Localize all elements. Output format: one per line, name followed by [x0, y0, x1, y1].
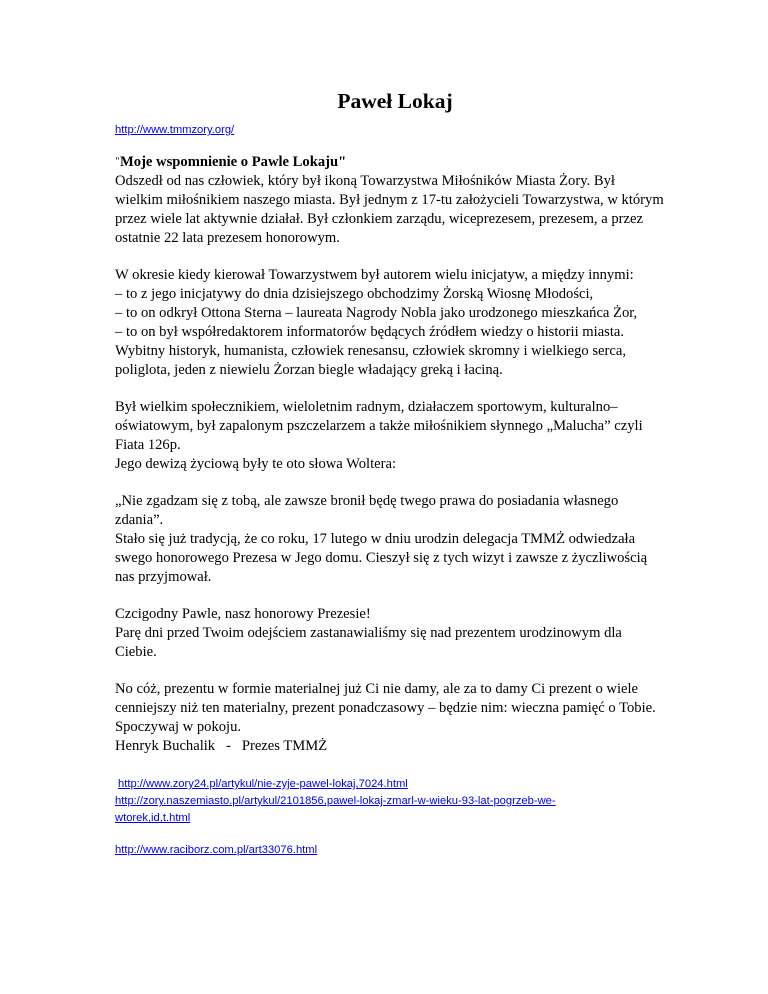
raciborz-link[interactable]: http://www.raciborz.com.pl/art33076.html: [115, 844, 318, 856]
text-line: – to on odkrył Ottona Sterna – laureata Nagrody Nobla jako urodzonego mieszkańca Żor,: [115, 305, 638, 321]
text-line: nas przyjmował.: [115, 569, 212, 585]
text-line: ostatnie 22 lata prezesem honorowym.: [115, 230, 340, 246]
paragraph-voltaire: [115, 492, 675, 587]
paragraph-intro: [115, 172, 675, 248]
source-links: [115, 776, 675, 859]
signature-line: Henryk Buchalik - Prezes TMMŻ: [115, 738, 328, 754]
opening-quote-mark: ": [115, 156, 120, 166]
text-line: Stało się już tradycją, że co roku, 17 lutego w dniu urodzin delegacja TMMŻ odwiedzała: [115, 531, 636, 547]
zory24-link[interactable]: http://www.zory24.pl/artykul/nie-zyje-pawel-lokaj,7024.html: [118, 778, 408, 790]
text-line: Fiata 126p.: [115, 437, 181, 453]
text-line: Jego dewizą życiową były te oto słowa Woltera:: [115, 456, 397, 472]
text-line: – to z jego inicjatywy do dnia dzisiejszego obchodzimy Żorską Wiosnę Młodości,: [115, 286, 594, 302]
text-line: Spoczywaj w pokoju.: [115, 719, 242, 735]
text-line: Parę dni przed Twoim odejściem zastanawialiśmy się nad prezentem urodzinowym dla: [115, 625, 622, 641]
text-line: No cóż, prezentu w formie materialnej już Ci nie damy, ale za to damy Ci prezent o wiele: [115, 681, 639, 697]
text-line: swego honorowego Prezesa w Jego domu. Cieszył się z tych wizyt i zawsze z życzliwością: [115, 550, 648, 566]
text-line: – to on był współredaktorem informatorów będących źródłem wiedzy o historii miasta.: [115, 324, 625, 340]
text-line: Wybitny historyk, humanista, człowiek renesansu, człowiek skromny i wielkiego serca,: [115, 343, 626, 359]
paragraph-initiatives: [115, 266, 675, 380]
text-line: „Nie zgadzam się z tobą, ale zawsze bronił będę twego prawa do posiadania własnego: [115, 493, 619, 509]
document-page: [115, 0, 675, 859]
text-line: przez wiele lat aktywnie działał. Był członkiem zarządu, wiceprezesem, prezesem, a przez: [115, 211, 643, 227]
page-title: Paweł Lokaj: [337, 89, 453, 113]
text-line: W okresie kiedy kierował Towarzystwem był autorem wielu inicjatyw, a między innymi:: [115, 267, 634, 283]
paragraph-address: [115, 605, 675, 662]
paragraph-farewell: [115, 680, 675, 756]
article-heading: [115, 152, 675, 172]
naszemiasto-link-continued[interactable]: wtorek,id,t.html: [115, 812, 191, 824]
text-line: Czcigodny Pawle, nasz honorowy Prezesie!: [115, 606, 371, 622]
text-line: zdania”.: [115, 512, 164, 528]
text-line: cenniejszy niż ten materialny, prezent ponadczasowy – będzie nim: wieczna pamięć o Tobie.: [115, 700, 656, 716]
naszemiasto-link[interactable]: http://zory.naszemiasto.pl/artykul/2101856,pawel-lokaj-zmarl-w-wieku-93-lat-pogrzeb-we-: [115, 795, 556, 807]
article-heading-text: Moje wspomnienie o Pawle Lokaju": [120, 154, 347, 170]
tmmzory-link[interactable]: http://www.tmmzory.org/: [115, 124, 235, 136]
paragraph-activities: [115, 398, 675, 474]
text-line: Odszedł od nas człowiek, który był ikoną Towarzystwa Miłośników Miasta Żory. Był: [115, 173, 615, 189]
text-line: poliglota, jeden z niewielu Żorzan biegle władający greką i łaciną.: [115, 362, 503, 378]
text-line: oświatowym, był zapalonym pszczelarzem a także miłośnikiem słynnego „Malucha” czyli: [115, 418, 643, 434]
text-line: wielkim miłośnikiem naszego miasta. Był jednym z 17-tu założycieli Towarzystwa, w którym: [115, 192, 664, 208]
text-line: Ciebie.: [115, 644, 157, 660]
text-line: Był wielkim społecznikiem, wieloletnim radnym, działaczem sportowym, kulturalno–: [115, 399, 618, 415]
article-body: [115, 152, 675, 756]
